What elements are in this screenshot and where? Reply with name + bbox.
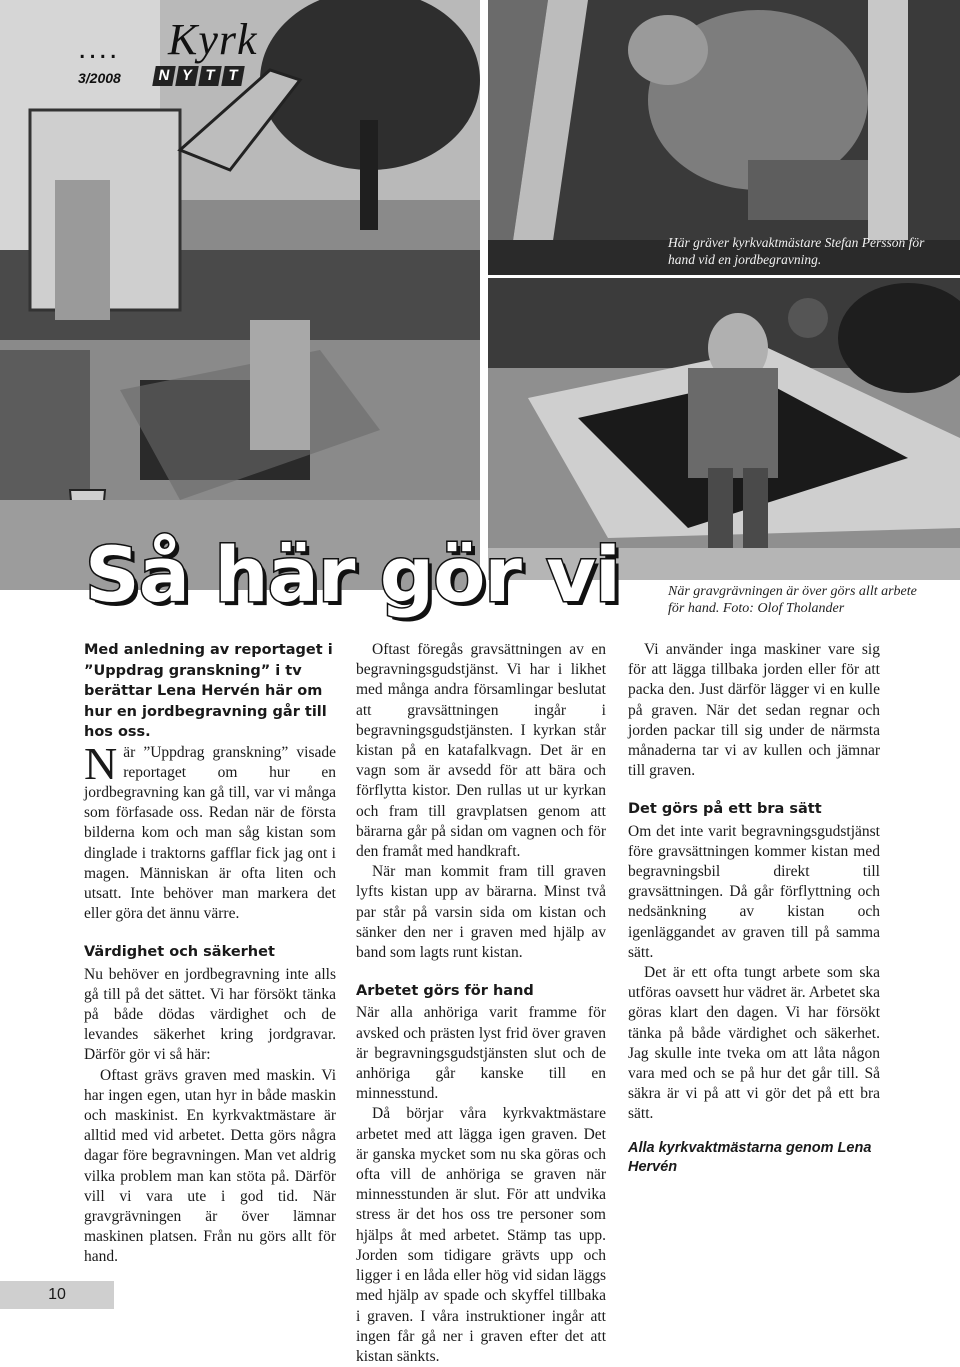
subheading-vardighet: Värdighet och säkerhet — [84, 944, 275, 961]
page-number: 10 — [0, 1281, 114, 1309]
body-paragraph: När alla anhöriga varit framme för avsked och prästen lyst frid över graven är begravningsgudstjänsten slut och de anhöriga går kanske till en minnesstund. — [356, 1004, 606, 1103]
subheading-arbetet: Arbetet görs för hand — [356, 983, 534, 1000]
masthead-nytt — [154, 66, 243, 86]
subheading-bra-satt: Det görs på ett bra sätt — [628, 801, 822, 818]
issue-number: 3/2008 — [78, 70, 121, 86]
photo-caption-top: Här gräver kyrkvaktmästare Stefan Persson för hand vid en jordbegravning. — [668, 235, 925, 267]
article-column-1 — [84, 640, 336, 1268]
intro-text: är ”Uppdrag granskning” visade reportaget om hur en jordbegravning kan gå till, var vi många som förfasade oss. Redan när de första bilderna kom och man såg kistan som dinglade i traktorns gafflar fick jag ont i magen. Människan är ofta liten och utsatt. Inte behöver man markera det eller göra det ännu värre. — [84, 743, 336, 923]
body-paragraph: Då börjar våra kyrkvaktmästare arbetet med att lägga igen graven. Det är ganska mycket som nu ska göras och ofta vill de anhöriga se graven när minnesstunden är slut. För att undvika stress är det hos oss tre personer som hjälps åt med arbetet. Stämp tas upp. Jorden som tidigare grävts upp och ligger i en låda eller hög vid sidan läggs med hjälp av spade och skyffel tillbaka i graven. I våra instruktioner ingår att ingen får gå ner i graven efter det att kistan sänkts. — [356, 1105, 606, 1365]
masthead-kyrk: Kyrk — [168, 15, 258, 64]
body-paragraph: När man kommit fram till graven lyfts kistan upp av bärarna. Minst två par står på varsin sida om kistan och sänker den ner i graven med hjälp av band som lagts runt kistan. — [356, 863, 606, 962]
masthead-dots: .... — [78, 32, 120, 65]
body-paragraph: Vi använder inga maskiner vare sig för att lägga tillbaka jorden eller för att packa den. Just därför lägger vi en kulle på graven. När det sedan regnar och jorden packar till sig under de närmsta månaderna tar vi av kullen och jämnar till graven. — [628, 641, 880, 780]
body-paragraph: Nu behöver en jordbegravning inte alls gå till på det sättet. Vi har försökt tänka på både dödas värdighet och de levandes säkerhet kring jordgravar. Därför gör vi så här: — [84, 965, 336, 1064]
body-paragraph: Om det inte varit begravningsgudstjänst före gravsättningen kommer kistan med begravningsbil direkt till gravsättningen. Då går förflyttning och nedsänkning av kistan och igenläggandet av graven till på samma sätt. — [628, 822, 880, 961]
body-paragraph: Det är ett ofta tungt arbete som ska utföras oavsett hur vädret är. Arbetet ska göras klart den dagen. Vi har försökt tänka på både värdighet och säkerhet. Jag skulle inte tveka om att låta någon vara med och se på hur det går till. Så säkra är vi på att vi gör det på ett bra sätt. — [628, 964, 880, 1123]
body-paragraph: Oftast föregås gravsättningen av en begravningsgudstjänst. Vi har i likhet med många andra församlingar beslutat att gravsättningen ingår i begravningsgudstjänsten. I kyrkan står kistan på en katafalkvagn. Det är en vagn som är avsedd för att bära och förflytta kistor. Den rullas ut ur kyrkan och fram till gravplatsen genom att bärarna går på sidan om vagnen och för den framåt med handkraft. — [356, 641, 606, 861]
article-column-3 — [628, 640, 880, 1177]
article-lead: Med anledning av reportaget i ”Uppdrag granskning” i tv berättar Lena Hervén här om hur en jordbegravning går till hos oss. — [84, 642, 333, 740]
article-headline: Så här gör vi — [85, 530, 620, 619]
nytt-letter: Y — [175, 66, 199, 86]
article-signature: Alla kyrkvaktmästarna genom Lena Hervén — [628, 1139, 872, 1175]
masthead-logo — [78, 14, 298, 94]
nytt-letter: T — [221, 66, 245, 86]
article-column-2 — [356, 640, 606, 1367]
nytt-letter: T — [198, 66, 222, 86]
drop-cap: N — [84, 737, 118, 789]
body-paragraph: Oftast grävs graven med maskin. Vi har ingen egen, utan hyr in både maskin och maskinist. En kyrkvaktmästare är alltid med vid arbetet. Detta görs några dagar före begravningen. Man vet aldrig vilka problem man kan stöta på. Därför vill vi vara ute i god tid. När gravgrävningen är över lämnar maskinen platsen. Från nu görs allt för hand. — [84, 1066, 336, 1266]
intro-paragraph — [84, 737, 336, 925]
photo-caption-bottom: När gravgrävningen är över görs allt arbete för hand. Foto: Olof Tholander — [668, 584, 917, 616]
nytt-letter: N — [152, 66, 176, 86]
